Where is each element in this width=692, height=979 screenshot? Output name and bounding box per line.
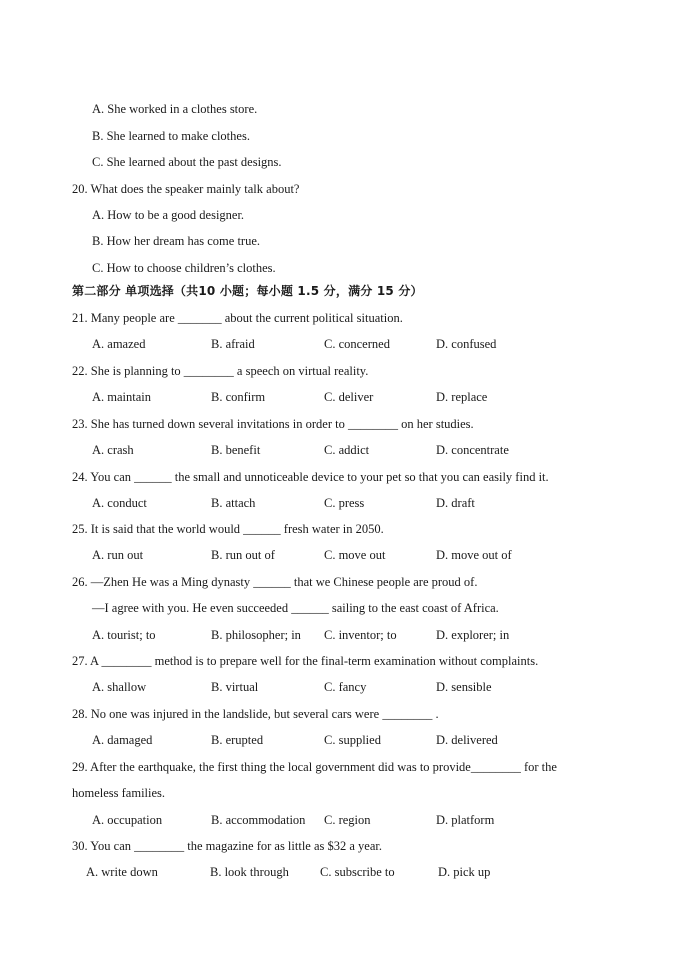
option-b: B. philosopher; in — [211, 628, 301, 642]
option-d: D. explorer; in — [436, 628, 510, 642]
option-c: C. supplied — [324, 733, 381, 747]
option-line: B. She learned to make clothes. — [92, 129, 250, 143]
option-a: A. crash — [92, 443, 134, 457]
question-stem: 25. It is said that the world would ______ fresh water in 2050. — [72, 522, 384, 536]
option-b: B. erupted — [211, 733, 264, 747]
option-b: B. run out of — [211, 548, 275, 562]
option-d: D. sensible — [436, 680, 492, 694]
option-d: D. delivered — [436, 733, 498, 747]
option-line: C. How to choose children’s clothes. — [92, 261, 276, 275]
question-stem: 23. She has turned down several invitations in order to ________ on her studies. — [72, 417, 474, 431]
option-b: B. benefit — [211, 443, 261, 457]
question-stem: 28. No one was injured in the landslide, but several cars were ________ . — [72, 707, 439, 721]
option-c: C. move out — [324, 548, 386, 562]
question-stem: 26. —Zhen He was a Ming dynasty ______ that we Chinese people are proud of. — [72, 575, 478, 589]
option-line: C. She learned about the past designs. — [92, 155, 282, 169]
option-line: B. How her dream has come true. — [92, 234, 260, 248]
question-stem: 29. After the earthquake, the first thing the local government did was to provide________ for the — [72, 760, 557, 774]
question-stem: 24. You can ______ the small and unnoticeable device to your pet so that you can easily find it. — [72, 470, 549, 484]
option-line: A. She worked in a clothes store. — [92, 102, 258, 116]
question-stem: 22. She is planning to ________ a speech on virtual reality. — [72, 364, 369, 378]
option-d: D. concentrate — [436, 443, 509, 457]
option-c: C. fancy — [324, 680, 367, 694]
option-b: B. look through — [210, 865, 289, 879]
option-line: A. How to be a good designer. — [92, 208, 245, 222]
section-title: 第二部分 单项选择（共10 小题；每小题 1.5 分，满分 15 分） — [72, 284, 423, 298]
option-a: A. tourist; to — [92, 628, 156, 642]
option-b: B. afraid — [211, 337, 255, 351]
question-stem: 20. What does the speaker mainly talk about? — [72, 182, 300, 196]
option-d: D. confused — [436, 337, 497, 351]
option-c: C. press — [324, 496, 365, 510]
option-c: C. region — [324, 813, 371, 827]
question-stem-continued: —I agree with you. He even succeeded ______ sailing to the east coast of Africa. — [92, 601, 499, 615]
option-a: A. amazed — [92, 337, 146, 351]
option-c: C. addict — [324, 443, 370, 457]
question-stem: 30. You can ________ the magazine for as little as $32 a year. — [72, 839, 382, 853]
option-c: C. inventor; to — [324, 628, 397, 642]
option-b: B. attach — [211, 496, 256, 510]
option-c: C. subscribe to — [320, 865, 395, 879]
option-d: D. pick up — [438, 865, 491, 879]
option-a: A. write down — [86, 865, 158, 879]
option-c: C. deliver — [324, 390, 374, 404]
question-stem: 21. Many people are _______ about the current political situation. — [72, 311, 403, 325]
option-c: C. concerned — [324, 337, 390, 351]
option-a: A. run out — [92, 548, 144, 562]
question-stem-continued: homeless families. — [72, 786, 166, 800]
option-a: A. maintain — [92, 390, 152, 404]
option-b: B. confirm — [211, 390, 266, 404]
option-a: A. occupation — [92, 813, 163, 827]
question-stem: 27. A ________ method is to prepare well for the final-term examination without complaints. — [72, 654, 539, 668]
option-d: D. draft — [436, 496, 475, 510]
option-b: B. accommodation — [211, 813, 306, 827]
option-d: D. platform — [436, 813, 495, 827]
option-b: B. virtual — [211, 680, 259, 694]
option-a: A. shallow — [92, 680, 147, 694]
option-d: D. move out of — [436, 548, 512, 562]
option-a: A. conduct — [92, 496, 147, 510]
option-a: A. damaged — [92, 733, 153, 747]
option-d: D. replace — [436, 390, 488, 404]
